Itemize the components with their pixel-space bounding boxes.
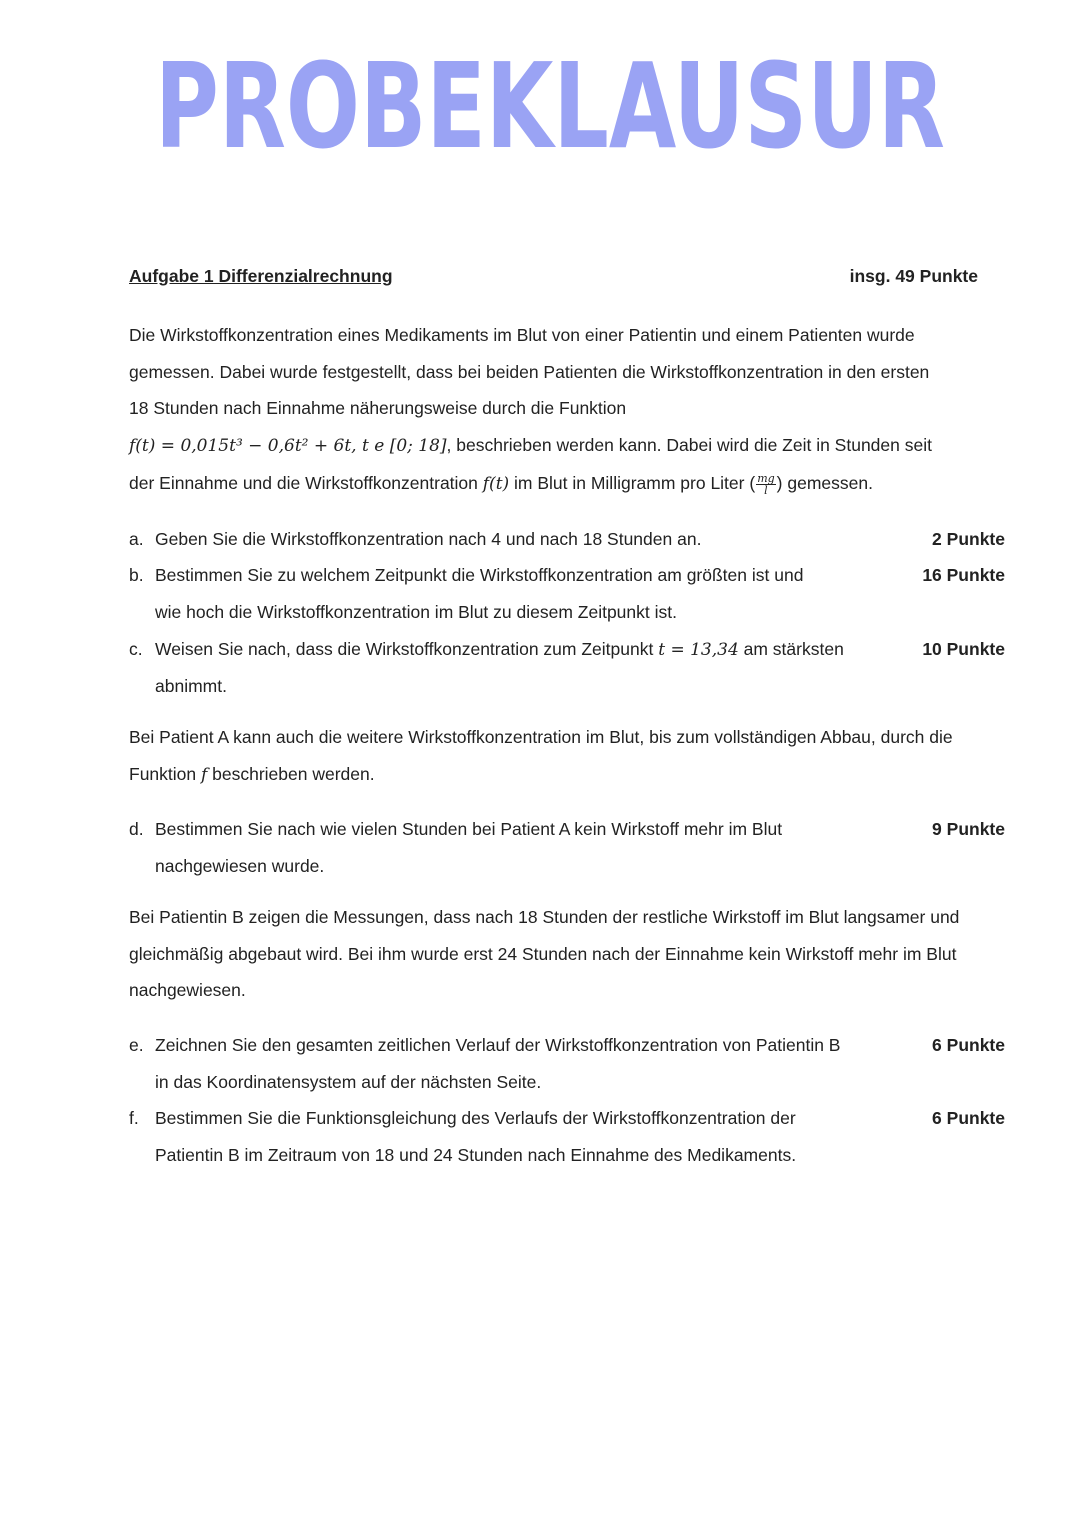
intro-line-5-end: ) gemessen. bbox=[776, 472, 873, 493]
task-b bbox=[129, 557, 1005, 594]
unit-numerator: mg bbox=[757, 471, 775, 485]
task-text bbox=[155, 631, 895, 669]
task-points: 6 Punkte bbox=[932, 1108, 1005, 1129]
probeklausur-watermark bbox=[150, 32, 950, 172]
task-label: f. bbox=[129, 1108, 139, 1129]
task-text-continued: nachgewiesen wurde. bbox=[155, 856, 325, 877]
task-header bbox=[129, 266, 978, 287]
patient-b-line-1: Bei Patientin B zeigen die Messungen, dass nach 18 Stunden der restliche Wirkstoff im Blut langsamer und bbox=[129, 906, 960, 927]
task-points: 2 Punkte bbox=[932, 528, 1005, 549]
task-label: d. bbox=[129, 819, 144, 840]
patient-a-paragraph bbox=[129, 719, 1005, 793]
patient-a-line-2-start: Funktion bbox=[129, 763, 201, 784]
tasks-group-2 bbox=[129, 811, 1005, 884]
task-text: Zeichnen Sie den gesamten zeitlichen Verlauf der Wirkstoffkonzentration von Patientin B bbox=[155, 1034, 841, 1055]
task-points: 9 Punkte bbox=[932, 819, 1005, 840]
task-text-continued: Patientin B im Zeitraum von 18 und 24 Stunden nach Einnahme des Medikaments. bbox=[155, 1145, 797, 1166]
task-text: Geben Sie die Wirkstoffkonzentration nach 4 und nach 18 Stunden an. bbox=[155, 528, 702, 549]
intro-line-4-rest: , beschrieben werden kann. Dabei wird die Zeit in Stunden seit bbox=[446, 435, 932, 456]
intro-line-2: gemessen. Dabei wurde festgestellt, dass bei beiden Patienten die Wirkstoffkonzentration in den ersten bbox=[129, 361, 930, 382]
task-title: Aufgabe 1 Differenzialrechnung bbox=[129, 266, 393, 286]
watermark-graphic bbox=[150, 32, 950, 172]
task-a bbox=[129, 521, 1005, 558]
task-c-continued bbox=[129, 668, 1005, 705]
unit-denominator: l bbox=[764, 483, 768, 497]
patient-b-line-2: gleichmäßig abgebaut wird. Bei ihm wurde erst 24 Stunden nach der Einnahme kein Wirkstoff mehr im Blut bbox=[129, 943, 957, 964]
task-text-continued: abnimmt. bbox=[155, 676, 227, 697]
intro-line-5-mid: im Blut in Milligramm pro Liter ( bbox=[509, 472, 756, 493]
task-f-continued bbox=[129, 1137, 1005, 1174]
patient-b-paragraph bbox=[129, 899, 1005, 1009]
task-label: a. bbox=[129, 528, 144, 549]
patient-a-line-1: Bei Patient A kann auch die weitere Wirkstoffkonzentration im Blut, bis zum vollständigen Abbau, durch die bbox=[129, 727, 953, 748]
task-c-math: t = 13,34 bbox=[658, 639, 739, 660]
total-points: insg. 49 Punkte bbox=[849, 266, 978, 286]
task-e bbox=[129, 1027, 1005, 1064]
function-definition: f(t) = 0,015t³ − 0,6t² + 6t, t e [0; 18] bbox=[129, 436, 447, 457]
task-text-continued: in das Koordinatensystem auf der nächsten Seite. bbox=[155, 1071, 542, 1092]
task-text: Bestimmen Sie zu welchem Zeitpunkt die Wirkstoffkonzentration am größten ist und bbox=[155, 565, 804, 586]
unit-fraction bbox=[756, 473, 775, 496]
task-e-continued bbox=[129, 1064, 1005, 1101]
tasks-group-3 bbox=[129, 1027, 1005, 1174]
task-f bbox=[129, 1100, 1005, 1137]
patient-b-line-3: nachgewiesen. bbox=[129, 980, 246, 1001]
task-b-continued bbox=[129, 594, 1005, 631]
tasks-group-1 bbox=[129, 521, 1005, 706]
intro-line-4 bbox=[129, 427, 1005, 465]
intro-line-3: 18 Stunden nach Einnahme näherungsweise durch die Funktion bbox=[129, 398, 627, 419]
task-label: e. bbox=[129, 1034, 144, 1055]
exam-content bbox=[129, 266, 1005, 1174]
task-label: c. bbox=[129, 638, 143, 659]
task-points: 6 Punkte bbox=[932, 1034, 1005, 1055]
task-label: b. bbox=[129, 565, 144, 586]
task-text: Bestimmen Sie nach wie vielen Stunden bei Patient A kein Wirkstoff mehr im Blut bbox=[155, 819, 783, 840]
intro-line-5 bbox=[129, 465, 1005, 503]
patient-a-line-2-end: beschrieben werden. bbox=[207, 763, 375, 784]
intro-line-5-start: der Einnahme und die Wirkstoffkonzentration bbox=[129, 472, 483, 493]
task-points: 16 Punkte bbox=[922, 565, 1005, 586]
task-points: 10 Punkte bbox=[922, 638, 1005, 659]
task-d bbox=[129, 811, 1005, 848]
concentration-symbol: f(t) bbox=[482, 473, 510, 494]
task-d-continued bbox=[129, 848, 1005, 885]
task-c-text: Weisen Sie nach, dass die Wirkstoffkonzentration zum Zeitpunkt bbox=[155, 638, 659, 659]
patient-a-line-2 bbox=[129, 756, 1005, 794]
task-text-continued: wie hoch die Wirkstoffkonzentration im Blut zu diesem Zeitpunkt ist. bbox=[155, 601, 677, 622]
intro-line-1: Die Wirkstoffkonzentration eines Medikaments im Blut von einer Patientin und einem Patienten wurde bbox=[129, 325, 915, 345]
watermark-text: PROBEKLAUSUR bbox=[155, 37, 945, 172]
task-c-text-after: am stärksten bbox=[738, 638, 844, 659]
function-symbol: f bbox=[200, 764, 208, 785]
intro-paragraph bbox=[129, 317, 1005, 503]
task-c bbox=[129, 631, 1005, 669]
task-text: Bestimmen Sie die Funktionsgleichung des Verlaufs der Wirkstoffkonzentration der bbox=[155, 1108, 796, 1129]
